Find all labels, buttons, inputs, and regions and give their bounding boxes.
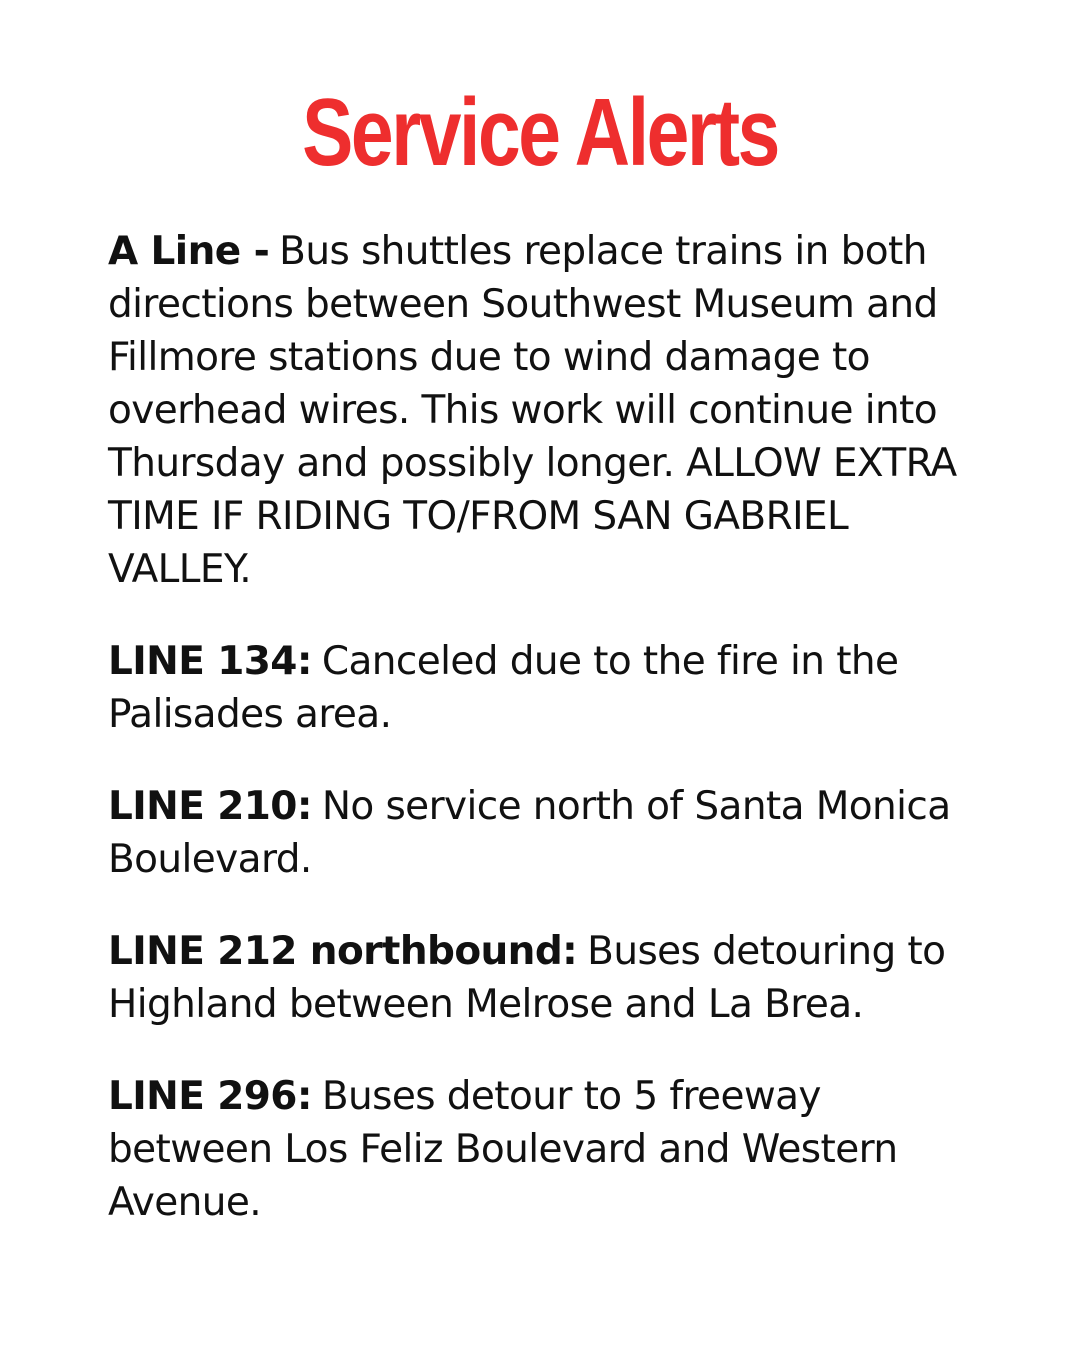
alert-label: A Line - xyxy=(108,229,270,274)
alert-line-134 xyxy=(108,635,988,741)
alert-text: Buses detour to 5 freeway between Los Feliz Boulevard and Western Avenue. xyxy=(108,1074,898,1225)
alert-text: Bus shuttles replace trains in both directions between Southwest Museum and Fillmore stations due to wind damage to overhead wires. This work will continue into Thursday and possibly longer. ALLOW EXTRA TIME IF RIDING TO/FROM SAN GABRIEL VALLEY. xyxy=(108,229,957,592)
alert-label: LINE 212 northbound: xyxy=(108,929,578,974)
alerts-list xyxy=(108,225,988,1268)
alert-text: No service north of Santa Monica Boulevard. xyxy=(108,784,951,882)
page-title: Service Alerts xyxy=(302,79,778,186)
alert-label: LINE 296: xyxy=(108,1074,312,1119)
alert-text: Canceled due to the fire in the Palisades area. xyxy=(108,639,899,737)
alert-a-line xyxy=(108,225,988,596)
alert-label: LINE 134: xyxy=(108,639,312,684)
alert-line-296 xyxy=(108,1070,988,1229)
alert-label: LINE 210: xyxy=(108,784,312,829)
alert-line-212 xyxy=(108,925,988,1031)
alert-text: Buses detouring to Highland between Melrose and La Brea. xyxy=(108,929,946,1027)
alert-line-210 xyxy=(108,780,988,886)
